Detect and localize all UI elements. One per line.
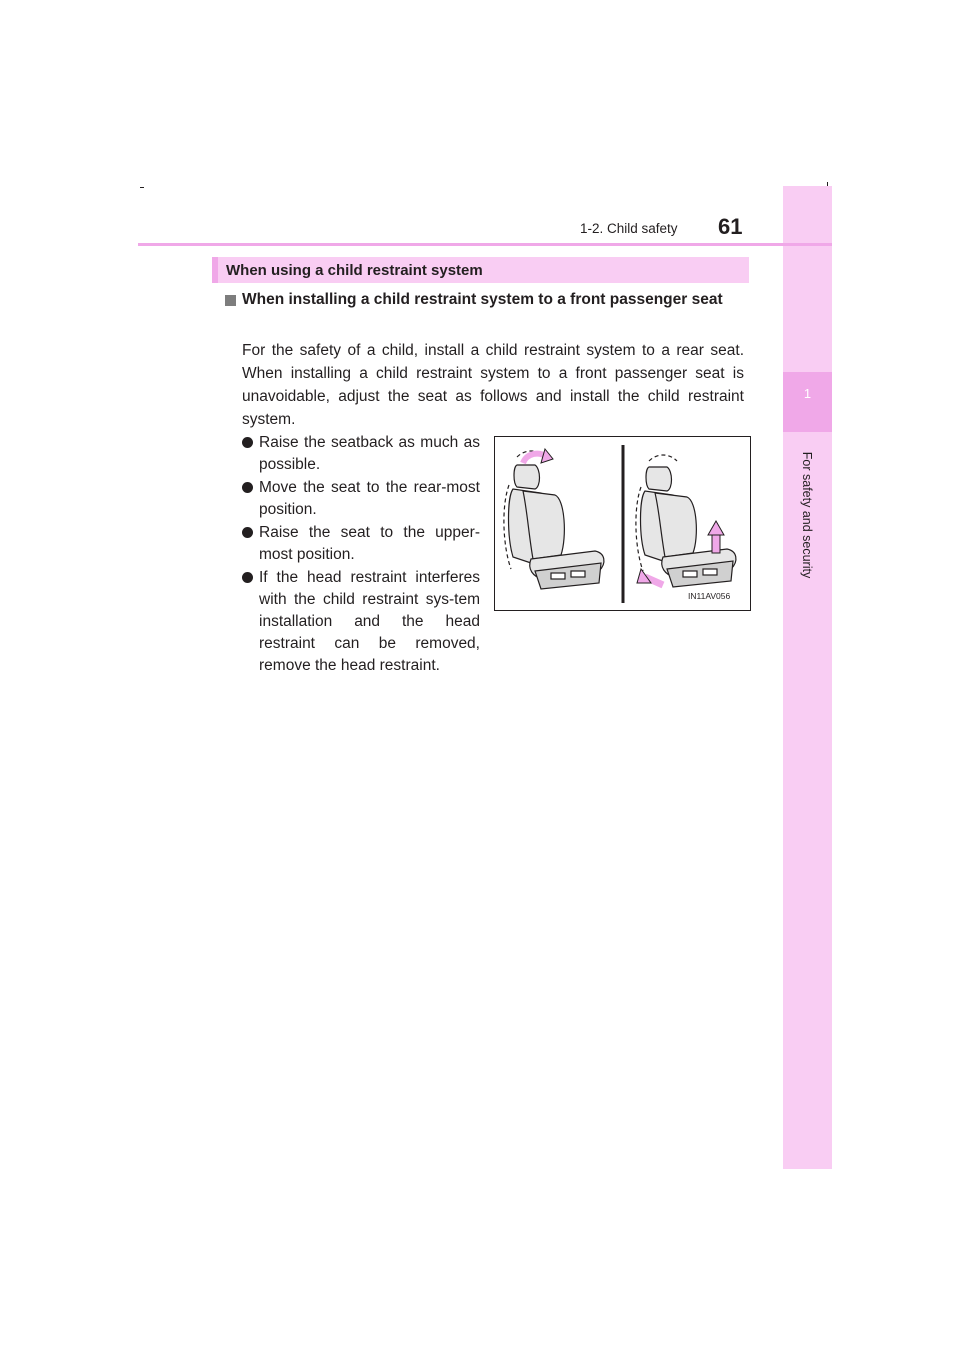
list-item	[242, 432, 480, 476]
list-item-text: If the head restraint interferes with the child restraint sys-tem installation and the head restraint can be removed, remove the head restraint.	[259, 569, 480, 674]
seat-illustration-svg	[495, 437, 750, 610]
list-item-text: Raise the seat to the upper-most position.	[259, 524, 480, 563]
seat-left-icon	[509, 465, 604, 589]
subsection-heading: When installing a child restraint system to a front passenger seat	[242, 291, 723, 308]
raise-seat-arrow-icon	[708, 521, 724, 553]
move-rearward-arrow-icon	[637, 569, 663, 585]
section-heading-accent	[212, 257, 218, 283]
chapter-number-block	[783, 372, 832, 432]
crop-mark	[140, 187, 144, 188]
illustration-code: IN11AV056	[688, 591, 731, 601]
bullet-icon	[242, 437, 253, 448]
chapter-side-tab	[783, 186, 832, 1169]
bullet-icon	[242, 572, 253, 583]
list-item	[242, 567, 480, 677]
bullet-icon	[242, 482, 253, 493]
list-item-text: Raise the seatback as much as possible.	[259, 434, 480, 473]
section-label: 1-2. Child safety	[580, 221, 678, 236]
chapter-number: 1	[803, 386, 812, 401]
seat-adjustment-illustration	[494, 436, 751, 611]
list-item-text: Move the seat to the rear-most position.	[259, 479, 480, 518]
body-paragraph: For the safety of a child, install a child restraint system to a rear seat. When installing a child restraint system to a front passenger seat is unavoidable, adjust the seat as follows and install the child restraint system.	[242, 342, 744, 428]
seat-right-icon	[641, 467, 736, 587]
bullet-list	[242, 432, 480, 678]
header-divider	[138, 243, 832, 246]
list-item	[242, 522, 480, 566]
section-heading: When using a child restraint system	[226, 262, 483, 279]
page-number: 61	[718, 214, 743, 239]
subheading-square-icon	[225, 295, 236, 306]
list-item	[242, 477, 480, 521]
chapter-title: For safety and security	[800, 451, 814, 579]
bullet-icon	[242, 527, 253, 538]
